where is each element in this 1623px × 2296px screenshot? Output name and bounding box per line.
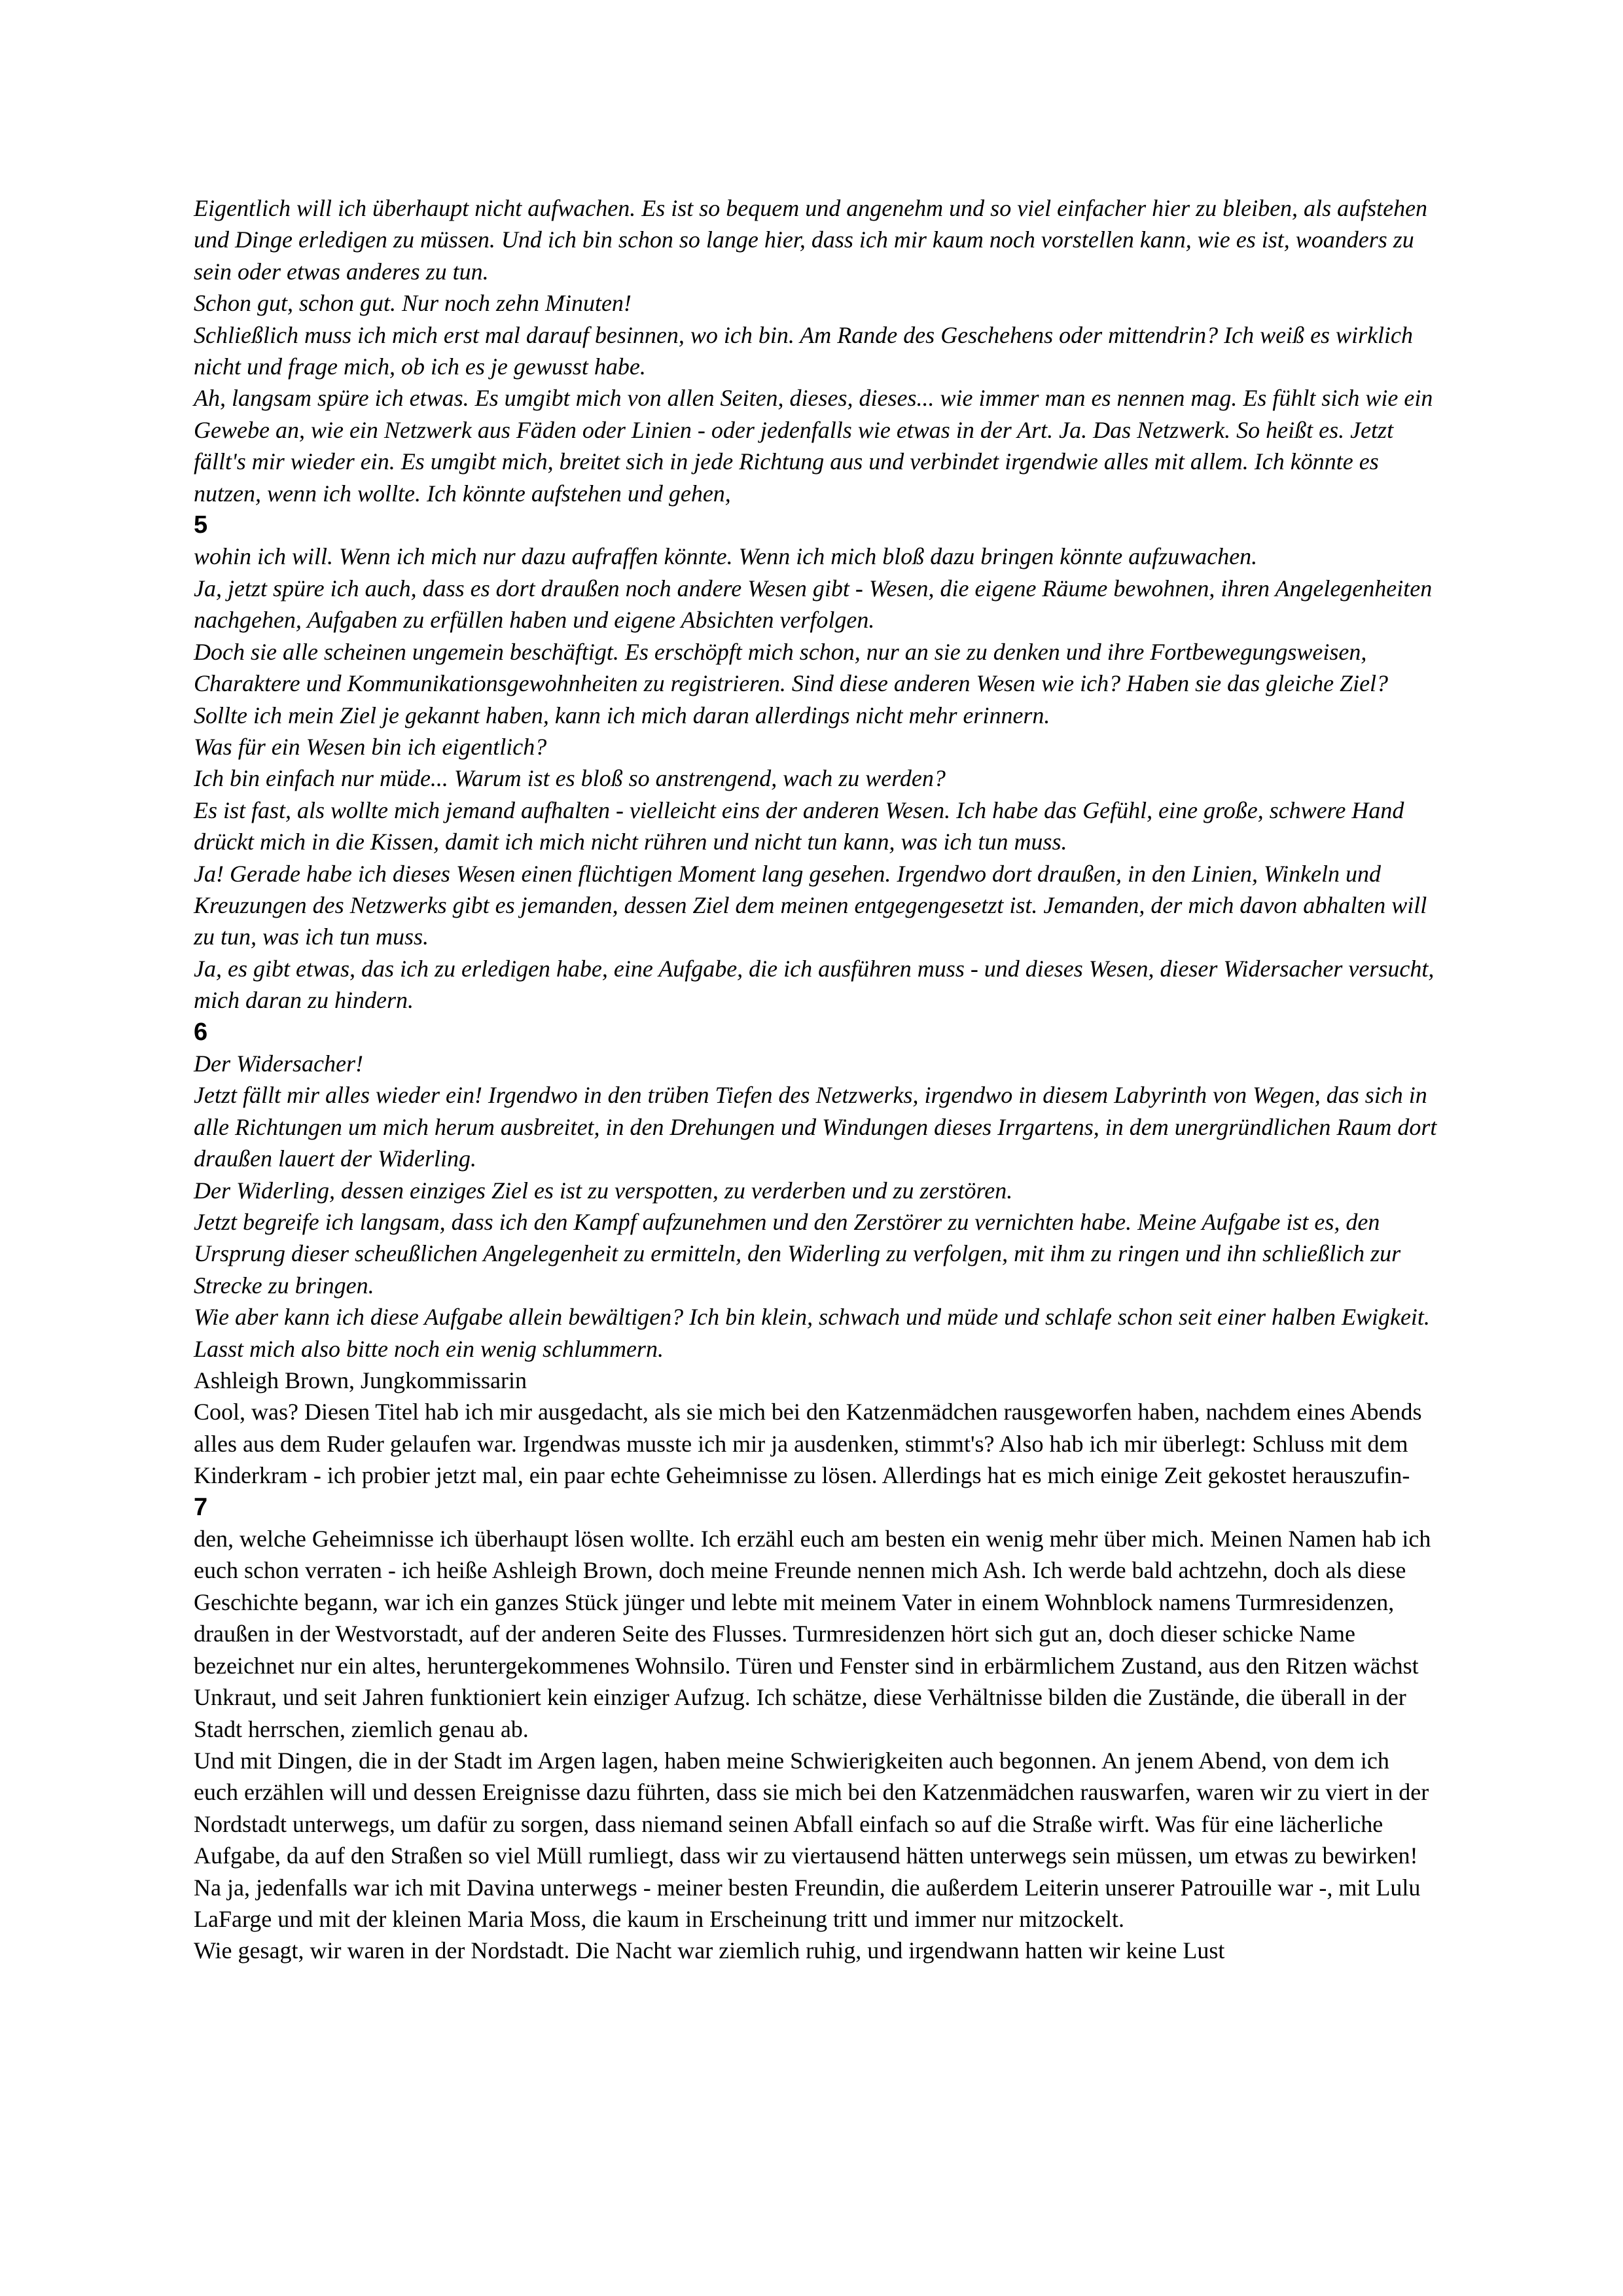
- page-number: 5: [194, 511, 208, 539]
- paragraph: Schließlich muss ich mich erst mal darauf besinnen, wo ich bin. Am Rande des Geschehens oder mittendrin? Ich weiß es wirklich nicht und frage mich, ob ich es je gewusst habe.: [194, 321, 1414, 380]
- paragraph: Wie gesagt, wir waren in der Nordstadt. Die Nacht war ziemlich ruhig, und irgendwann hatten wir keine Lust: [194, 1937, 1225, 1964]
- paragraph: Ich bin einfach nur müde... Warum ist es bloß so anstrengend, wach zu werden?: [194, 765, 946, 792]
- paragraph: Es ist fast, als wollte mich jemand aufhalten - vielleicht eins der anderen Wesen. Ich habe das Gefühl, eine große, schwere Hand drückt mich in die Kissen, damit ich mich nicht rühren und nicht tun kann, was ich tun muss.: [194, 797, 1404, 855]
- paragraph: wohin ich will. Wenn ich mich nur dazu aufraffen könnte. Wenn ich mich bloß dazu bringen könnte aufzuwachen.: [194, 543, 1258, 570]
- page-number: 7: [194, 1493, 208, 1521]
- paragraph: den, welche Geheimnisse ich überhaupt lösen wollte. Ich erzähl euch am besten ein wenig mehr über mich. Meinen Namen hab ich euch schon verraten - ich heiße Ashleigh Brown, doch meine Freunde nennen mich Ash. Ich werde bald achtzehn, doch als diese Geschichte begann, war ich ein ganzes Stück jünger und lebte mit meinem Vater in einem Wohnblock namens Turmresidenzen, draußen in der Westvorstadt, auf der anderen Seite des Flusses. Turmresidenzen hört sich gut an, doch dieser schicke Name bezeichnet nur ein altes, heruntergekommenes Wohnsilo. Türen und Fenster sind in erbärmlichem Zustand, aus den Ritzen wächst Unkraut, und seit Jahren funktioniert kein einziger Aufzug. Ich schätze, diese Verhältnisse bilden die Zustände, die überall in der Stadt herrschen, ziemlich genau ab.: [194, 1526, 1431, 1742]
- paragraph: Jetzt fällt mir alles wieder ein! Irgendwo in den trüben Tiefen des Netzwerks, irgendwo in diesem Labyrinth von Wegen, das sich in alle Richtungen um mich herum ausbreitet, in den Drehungen und Windungen dieses Irrgartens, in dem unergründlichen Raum dort draußen lauert der Widerling.: [194, 1082, 1437, 1172]
- paragraph: Ja! Gerade habe ich dieses Wesen einen flüchtigen Moment lang gesehen. Irgendwo dort draußen, in den Linien, Winkeln und Kreuzungen des Netzwerks gibt es jemanden, dessen Ziel dem meinen entgegengesetzt ist. Jemanden, der mich davon abhalten will zu tun, was ich tun muss.: [194, 860, 1427, 950]
- chapter-heading: Ashleigh Brown, Jungkommissarin: [194, 1367, 527, 1394]
- paragraph: Was für ein Wesen bin ich eigentlich?: [194, 733, 547, 760]
- paragraph: Wie aber kann ich diese Aufgabe allein bewältigen? Ich bin klein, schwach und müde und schlafe schon seit einer halben Ewigkeit.: [194, 1304, 1430, 1331]
- paragraph: Cool, was? Diesen Titel hab ich mir ausgedacht, als sie mich bei den Katzenmädchen rausgeworfen haben, nachdem eines Abends alles aus dem Ruder gelaufen war. Irgendwas musste ich mir ja ausdenken, stimmt's? Also hab ich mir überlegt: Schluss mit dem Kinderkram - ich probier jetzt mal, ein paar echte Geheimnisse zu lösen. Allerdings hat es mich einige Zeit gekostet herauszufin-: [194, 1399, 1422, 1489]
- text-body: [194, 192, 1437, 1967]
- paragraph: Ja, jetzt spüre ich auch, dass es dort draußen noch andere Wesen gibt - Wesen, die eigene Räume bewohnen, ihren Angelegenheiten nachgehen, Aufgaben zu erfüllen haben und eigene Absichten verfolgen.: [194, 575, 1433, 634]
- paragraph: Ja, es gibt etwas, das ich zu erledigen habe, eine Aufgabe, die ich ausführen muss - und dieses Wesen, dieser Widersacher versucht, mich daran zu hindern.: [194, 955, 1435, 1014]
- paragraph: Lasst mich also bitte noch ein wenig schlummern.: [194, 1335, 664, 1362]
- paragraph: Eigentlich will ich überhaupt nicht aufwachen. Es ist so bequem und angenehm und so viel einfacher hier zu bleiben, als aufstehen und Dinge erledigen zu müssen. Und ich bin schon so lange hier, dass ich mir kaum noch vorstellen kann, wie es ist, woanders zu sein oder etwas anderes zu tun.: [194, 195, 1428, 285]
- paragraph: Der Widersacher!: [194, 1050, 363, 1077]
- paragraph: Doch sie alle scheinen ungemein beschäftigt. Es erschöpft mich schon, nur an sie zu denken und ihre Fortbewegungsweisen, Charaktere und Kommunikationsgewohnheiten zu registrieren. Sind diese anderen Wesen wie ich? Haben sie das gleiche Ziel? Sollte ich mein Ziel je gekannt haben, kann ich mich daran allerdings nicht mehr erinnern.: [194, 638, 1389, 728]
- paragraph: Ah, langsam spüre ich etwas. Es umgibt mich von allen Seiten, dieses, dieses... wie immer man es nennen mag. Es fühlt sich wie ein Gewebe an, wie ein Netzwerk aus Fäden oder Linien - oder jedenfalls wie etwas in der Art. Ja. Das Netzwerk. So heißt es. Jetzt fällt's mir wieder ein. Es umgibt mich, breitet sich in jede Richtung aus und verbindet irgendwie alles mit allem. Ich könnte es nutzen, wenn ich wollte. Ich könnte aufstehen und gehen,: [194, 385, 1433, 507]
- paragraph: Der Widerling, dessen einziges Ziel es ist zu verspotten, zu verderben und zu zerstören.: [194, 1177, 1013, 1204]
- paragraph: Jetzt begreife ich langsam, dass ich den Kampf aufzunehmen und den Zerstörer zu vernichten habe. Meine Aufgabe ist es, den Ursprung dieser scheußlichen Angelegenheit zu ermitteln, den Widerling zu verfolgen, mit ihm zu ringen und ihn schließlich zur Strecke zu bringen.: [194, 1209, 1401, 1299]
- paragraph: Und mit Dingen, die in der Stadt im Argen lagen, haben meine Schwierigkeiten auch begonnen. An jenem Abend, von dem ich euch erzählen will und dessen Ereignisse dazu führten, dass sie mich bei den Katzenmädchen rauswarfen, waren wir zu viert in der Nordstadt unterwegs, um dafür zu sorgen, dass niemand seinen Abfall einfach so auf die Straße wirft. Was für eine lächerliche Aufgabe, da auf den Straßen so viel Müll rumliegt, dass wir zu viertausend hätten unterwegs sein müssen, um etwas zu bewirken! Na ja, jedenfalls war ich mit Davina unterwegs - meiner besten Freundin, die außerdem Leiterin unserer Patrouille war -, mit Lulu LaFarge und mit der kleinen Maria Moss, die kaum in Erscheinung tritt und immer nur mitzockelt.: [194, 1747, 1429, 1932]
- paragraph: Schon gut, schon gut. Nur noch zehn Minuten!: [194, 290, 632, 317]
- page-number: 6: [194, 1018, 208, 1046]
